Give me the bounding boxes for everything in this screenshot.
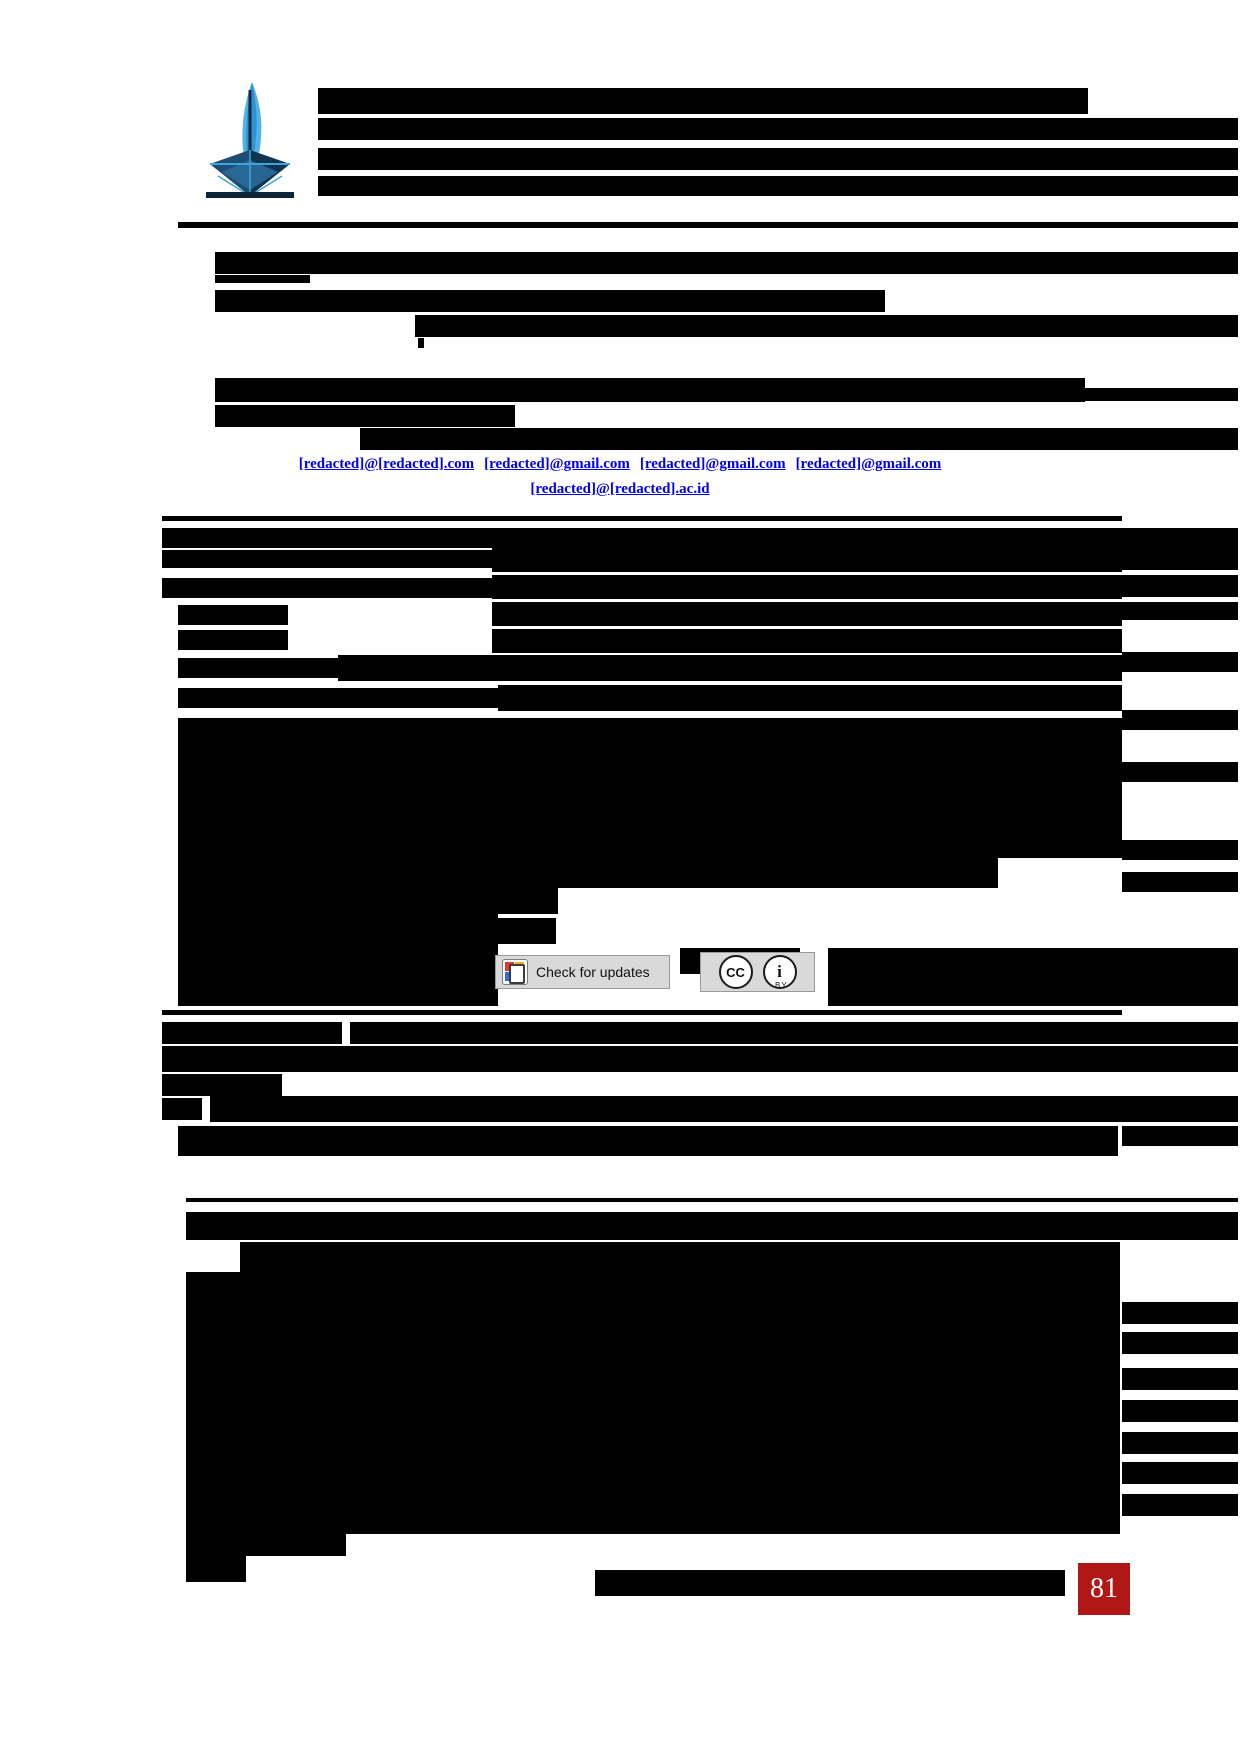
author-email-5[interactable]: [redacted]@[redacted].ac.id — [530, 481, 710, 497]
body-line — [186, 1360, 1120, 1390]
rule-section-divider — [186, 1198, 1238, 1202]
article-info-line — [495, 1096, 1238, 1122]
abstract-line — [498, 888, 558, 914]
body-line — [1122, 1400, 1238, 1422]
page-number-badge: 81 — [1078, 1563, 1130, 1615]
abstract-line — [178, 605, 288, 625]
abstract-line — [1122, 840, 1238, 860]
body-line — [186, 1420, 1120, 1450]
article-info-line — [1122, 1126, 1238, 1146]
author-email-3[interactable]: [redacted]@gmail.com — [639, 456, 786, 472]
body-line — [186, 1556, 246, 1582]
abstract-line — [178, 658, 338, 678]
body-line — [186, 1272, 1120, 1302]
body-line — [1122, 1332, 1238, 1354]
masthead-line — [318, 148, 1238, 170]
rule-above-article-info — [162, 1010, 1122, 1015]
author-email-2[interactable]: [redacted]@gmail.com — [484, 456, 630, 472]
crossmark-badge[interactable] — [495, 955, 670, 989]
masthead-line — [318, 118, 1238, 140]
body-line — [186, 1212, 1238, 1240]
creative-commons-badge[interactable] — [700, 952, 815, 992]
title-line — [215, 290, 885, 312]
author-email-line-1 — [120, 455, 1120, 473]
body-line — [186, 1450, 1120, 1480]
rule-above-abstract — [162, 516, 1122, 521]
abstract-line — [162, 528, 1238, 548]
abstract-line — [178, 688, 498, 708]
masthead-line — [318, 176, 1238, 196]
body-line — [186, 1480, 1120, 1510]
article-info-line — [162, 1022, 342, 1044]
article-info-line — [210, 1096, 495, 1122]
body-line — [1122, 1432, 1238, 1454]
abstract-line — [178, 718, 1122, 858]
abstract-line — [178, 888, 498, 918]
abstract-line — [492, 602, 1122, 626]
article-info-line — [350, 1022, 1238, 1044]
abstract-line — [178, 948, 498, 1006]
body-line — [240, 1242, 1120, 1272]
abstract-line — [492, 548, 1122, 572]
body-line — [186, 1510, 1120, 1534]
title-line — [360, 428, 1238, 450]
body-line — [1122, 1302, 1238, 1324]
journal-logo-icon — [200, 80, 300, 198]
body-line — [1122, 1494, 1238, 1516]
body-line — [186, 1390, 1120, 1420]
title-line — [215, 275, 310, 283]
article-info-line — [162, 1046, 1238, 1072]
abstract-line — [178, 858, 998, 888]
abstract-line — [492, 575, 1122, 599]
abstract-line — [1122, 872, 1238, 892]
abstract-line — [1122, 575, 1238, 597]
abstract-line — [498, 918, 556, 944]
title-line — [418, 338, 424, 348]
abstract-line — [1122, 710, 1238, 730]
masthead-line — [1138, 118, 1238, 121]
author-email-line-2 — [120, 480, 1120, 498]
abstract-line — [498, 685, 1122, 711]
author-email-1[interactable]: [redacted]@[redacted].com — [298, 456, 475, 472]
article-info-line — [178, 1126, 1118, 1156]
body-line — [1122, 1462, 1238, 1484]
body-line — [1122, 1368, 1238, 1390]
abstract-line — [1122, 762, 1238, 782]
rule-under-masthead — [178, 222, 1238, 228]
abstract-line — [828, 948, 1238, 1006]
abstract-line — [162, 550, 492, 568]
abstract-line — [1122, 548, 1238, 570]
title-line — [415, 315, 1238, 337]
title-line — [215, 252, 1238, 274]
cc-by-label: BY — [775, 981, 788, 990]
body-line — [595, 1570, 1065, 1596]
crossmark-icon — [502, 959, 528, 985]
article-info-line — [162, 1074, 282, 1096]
masthead-line — [318, 88, 1088, 114]
abstract-line — [162, 578, 492, 598]
abstract-line — [338, 655, 1122, 681]
body-line — [186, 1332, 1120, 1360]
cc-by-icon: i — [763, 955, 797, 989]
abstract-line — [178, 918, 498, 948]
body-line — [186, 1302, 1120, 1332]
article-info-line — [162, 1098, 202, 1120]
author-email-4[interactable]: [redacted]@gmail.com — [795, 456, 942, 472]
cc-icon: CC — [719, 955, 753, 989]
body-line — [186, 1534, 346, 1556]
title-line — [215, 405, 515, 427]
abstract-line — [1122, 652, 1238, 672]
abstract-line — [178, 630, 288, 650]
abstract-line — [492, 629, 1122, 653]
crossmark-label: Check for updates — [536, 964, 650, 980]
title-line — [1085, 388, 1238, 401]
title-line — [215, 378, 1085, 402]
abstract-line — [1122, 602, 1238, 620]
